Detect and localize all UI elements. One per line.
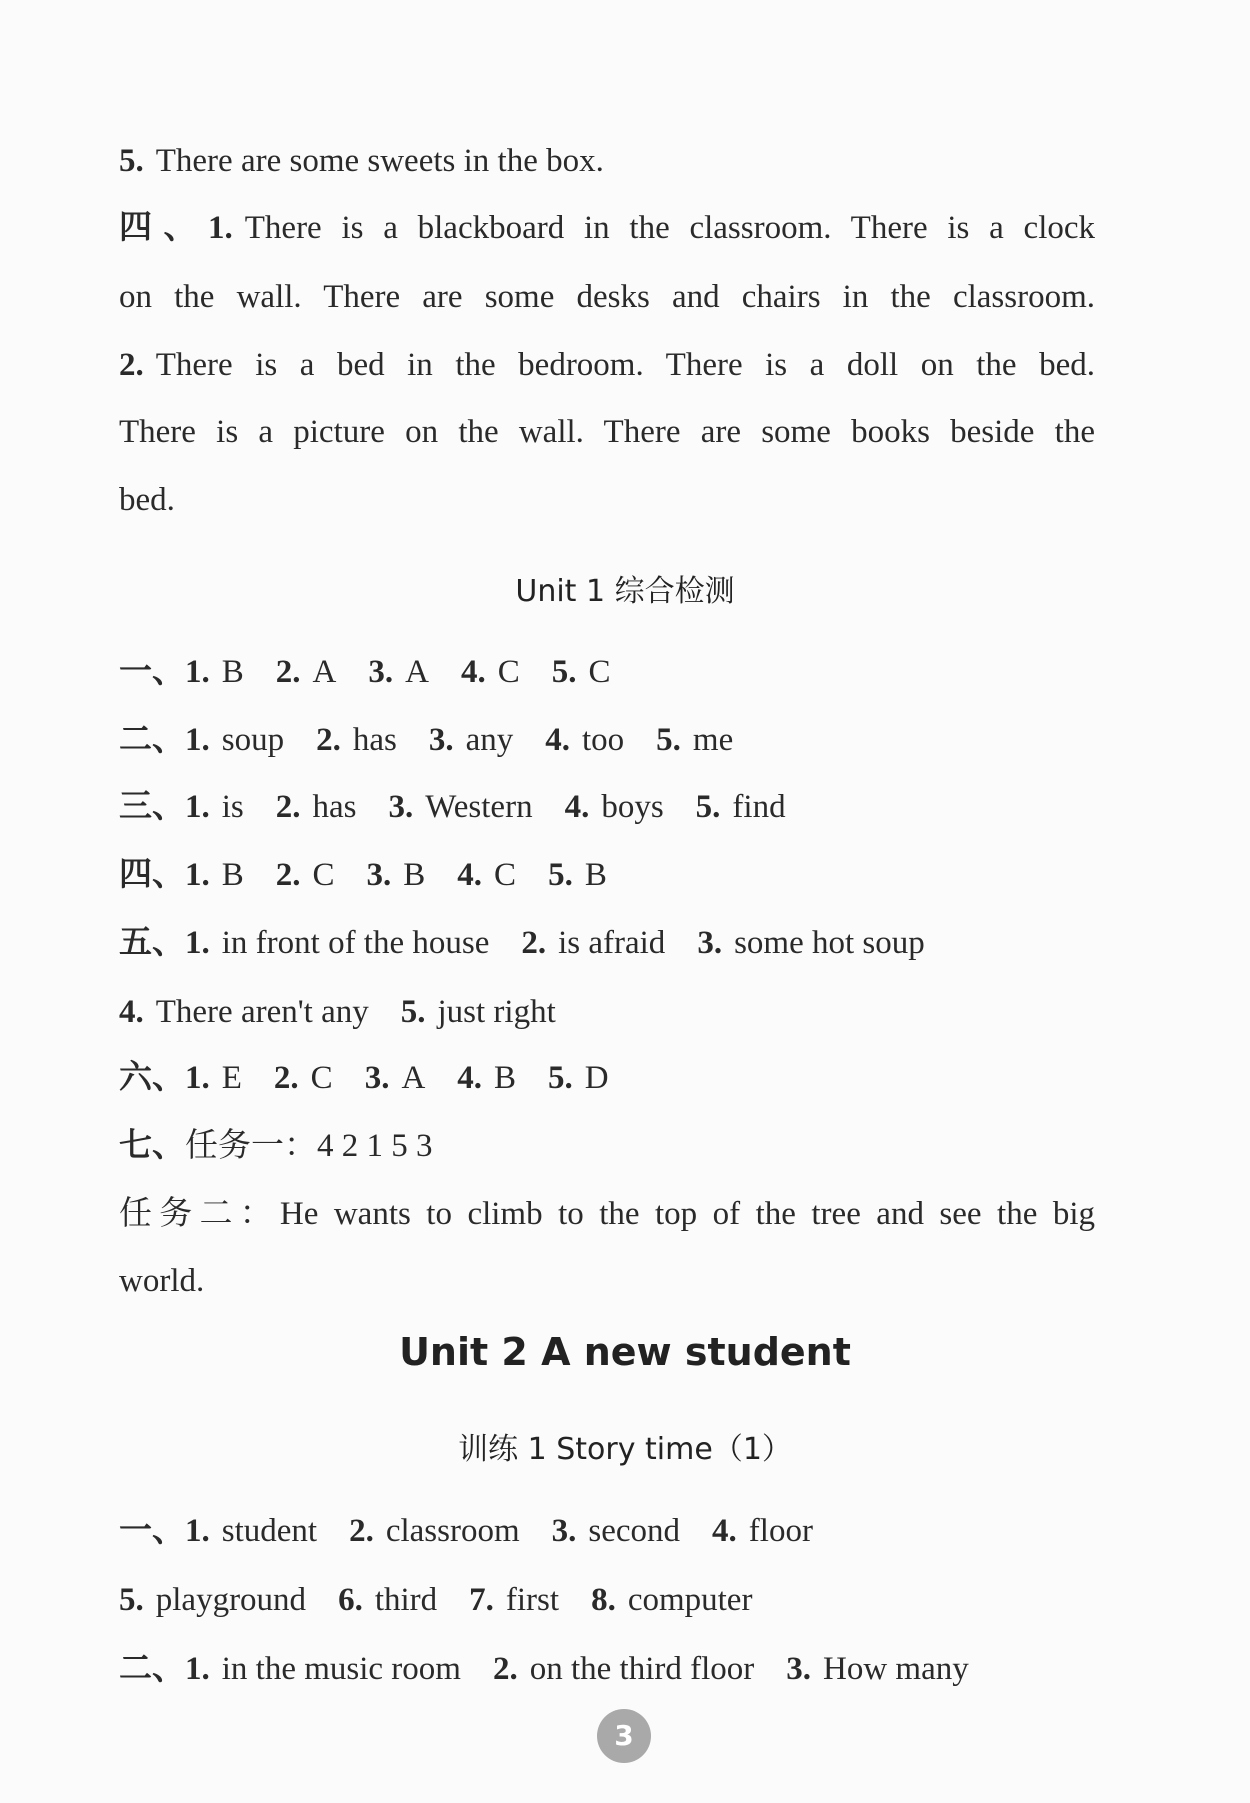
answer-text: There is a picture on the wall. There are some books beside the — [119, 414, 1095, 450]
item-number: 1. — [185, 789, 210, 825]
answer-text: bed. — [119, 482, 175, 518]
item-number: 2. — [521, 925, 547, 961]
answer-text: How many — [823, 1651, 969, 1687]
item-number: 1. — [185, 654, 210, 690]
answer-text: 任务二：He wants to climb to the top of the tree and see the big — [119, 1196, 1095, 1232]
answer-text: There aren't any — [155, 994, 369, 1030]
item-number: 1. — [185, 925, 210, 961]
item-number: 4. — [119, 994, 144, 1030]
unit2-heading: Unit 2 A new student — [399, 1330, 851, 1374]
answer-item — [276, 857, 335, 893]
answer-text: me — [692, 722, 734, 758]
item-number: 2. — [119, 347, 144, 383]
answer-item — [368, 654, 429, 690]
item-number: 3. — [366, 857, 392, 893]
answer-item — [185, 789, 244, 825]
answer-item — [461, 654, 520, 690]
answer-item — [552, 654, 611, 690]
item-number: 1. — [208, 210, 233, 246]
answer-line — [119, 412, 1127, 452]
answer-item — [493, 1651, 754, 1687]
item-number: 5. — [551, 654, 577, 690]
answer-item — [696, 789, 786, 825]
answer-item — [185, 1060, 242, 1096]
item-number: 3. — [368, 654, 394, 690]
answer-line — [119, 1649, 1001, 1689]
item-number: 5. — [548, 857, 573, 893]
item-number: 2. — [273, 1060, 299, 1096]
answer-text: B — [494, 1060, 517, 1096]
answer-text: in the music room — [221, 1651, 461, 1687]
answer-item — [208, 210, 1095, 246]
answer-text: world. — [119, 1263, 205, 1299]
item-number: 5. — [656, 722, 681, 758]
answer-text: C — [497, 654, 520, 690]
answer-item — [338, 1582, 437, 1618]
item-number: 1. — [185, 1513, 210, 1549]
item-number: 1. — [185, 1651, 210, 1687]
answer-item — [367, 857, 426, 893]
answer-item — [457, 857, 516, 893]
answer-text: C — [494, 857, 517, 893]
item-number: 5. — [695, 789, 721, 825]
answer-text: in front of the house — [221, 925, 490, 961]
answer-item — [185, 654, 244, 690]
item-number: 2. — [275, 789, 301, 825]
answer-item — [276, 654, 337, 690]
answer-line — [119, 1126, 465, 1166]
section-marker: 三、 — [119, 789, 185, 825]
answer-item — [552, 1513, 680, 1549]
answer-item — [389, 789, 533, 825]
item-number: 8. — [591, 1582, 616, 1618]
section-marker: 四、 — [119, 857, 185, 893]
answer-text: A — [312, 654, 337, 690]
answer-text: 任务一：4 2 1 5 3 — [185, 1128, 433, 1164]
item-number: 3. — [428, 722, 454, 758]
answer-line — [119, 787, 818, 827]
answer-text: find — [732, 789, 786, 825]
item-number: 4. — [545, 722, 570, 758]
item-number: 2. — [492, 1651, 518, 1687]
answer-item — [548, 857, 607, 893]
item-number: 5. — [400, 994, 426, 1030]
item-number: 4. — [457, 1060, 483, 1096]
answer-text: first — [505, 1582, 560, 1618]
answer-text: some hot soup — [734, 925, 925, 961]
answer-text: third — [374, 1582, 438, 1618]
answer-item — [185, 925, 489, 961]
answer-item — [119, 414, 1095, 450]
answer-text: just right — [437, 994, 556, 1030]
answer-text: soup — [221, 722, 285, 758]
answer-line — [119, 652, 642, 692]
item-number: 5. — [548, 1060, 573, 1096]
answer-text: has — [352, 722, 397, 758]
section-marker: 一、 — [119, 1513, 185, 1549]
answer-item — [712, 1513, 813, 1549]
item-number: 2. — [275, 654, 301, 690]
item-number: 3. — [551, 1513, 577, 1549]
answer-line — [119, 480, 207, 520]
answer-text: on the third floor — [529, 1651, 755, 1687]
answer-item — [119, 143, 604, 179]
answer-text: floor — [748, 1513, 813, 1549]
answer-item — [119, 1582, 306, 1618]
item-number: 3. — [697, 925, 723, 961]
answer-item — [469, 1582, 559, 1618]
answer-line — [119, 345, 1127, 385]
answer-line — [119, 277, 1127, 317]
answer-line — [119, 1194, 1127, 1234]
answer-text: B — [221, 654, 244, 690]
answer-item — [401, 994, 556, 1030]
answer-text: There is a blackboard in the classroom. There is a clock — [244, 210, 1096, 246]
answer-line — [119, 1261, 236, 1301]
answer-text: E — [221, 1060, 242, 1096]
answer-text: B — [221, 857, 244, 893]
answer-item — [457, 1060, 516, 1096]
section-marker: 二、 — [119, 722, 185, 758]
answer-text: student — [221, 1513, 318, 1549]
item-number: 5. — [119, 1582, 144, 1618]
answer-line — [119, 1058, 641, 1098]
answer-item — [119, 279, 1095, 315]
answer-text: is afraid — [558, 925, 666, 961]
item-number: 7. — [469, 1582, 494, 1618]
answer-text: too — [582, 722, 625, 758]
item-number: 6. — [338, 1582, 363, 1618]
answer-line — [119, 141, 636, 181]
answer-item — [119, 1263, 204, 1299]
answer-item — [119, 1196, 1095, 1232]
item-number: 5. — [119, 143, 144, 179]
answer-text: B — [403, 857, 426, 893]
answer-item — [119, 482, 175, 518]
answer-item — [185, 1651, 461, 1687]
item-number: 4. — [712, 1513, 737, 1549]
item-number: 1. — [185, 857, 210, 893]
section-marker: 二、 — [119, 1651, 185, 1687]
answer-text: is — [221, 789, 244, 825]
unit1-test-heading: Unit 1 综合检测 — [515, 574, 735, 609]
answer-line — [119, 923, 957, 963]
answer-item — [591, 1582, 752, 1618]
page-number: 3 — [597, 1709, 651, 1763]
answer-item — [185, 722, 284, 758]
section-marker: 一、 — [119, 654, 185, 690]
item-number: 4. — [457, 857, 483, 893]
answer-item — [274, 1060, 333, 1096]
answer-text: D — [584, 1060, 609, 1096]
item-number: 4. — [564, 789, 590, 825]
answer-line — [119, 720, 765, 760]
answer-text: C — [310, 1060, 333, 1096]
answer-text: There are some sweets in the box. — [155, 143, 604, 179]
item-number: 3. — [786, 1651, 812, 1687]
answer-text: Western — [425, 789, 533, 825]
section-marker: 五、 — [119, 925, 185, 961]
answer-text: has — [312, 789, 357, 825]
answer-text: A — [401, 1060, 426, 1096]
item-number: 2. — [275, 857, 301, 893]
answer-item — [786, 1651, 968, 1687]
section-marker: 七、 — [119, 1128, 185, 1164]
answer-text: There is a bed in the bedroom. There is a doll on the bed. — [155, 347, 1095, 383]
answer-text: C — [588, 654, 611, 690]
section-marker: 四、 — [119, 210, 209, 246]
answer-line — [119, 992, 588, 1032]
answer-item — [185, 1513, 317, 1549]
item-number: 3. — [364, 1060, 390, 1096]
item-number: 1. — [185, 1060, 210, 1096]
answer-item — [365, 1060, 426, 1096]
answer-text: classroom — [385, 1513, 520, 1549]
answer-text: on the wall. There are some desks and chairs in the classroom. — [119, 279, 1095, 315]
section-marker: 六、 — [119, 1060, 185, 1096]
answer-item — [185, 1128, 433, 1164]
answer-item — [521, 925, 665, 961]
answer-line — [119, 855, 639, 895]
answer-item — [429, 722, 513, 758]
answer-item — [548, 1060, 609, 1096]
answer-item — [316, 722, 397, 758]
answer-item — [119, 347, 1095, 383]
answer-text: computer — [627, 1582, 753, 1618]
answer-item — [545, 722, 624, 758]
answer-text: second — [588, 1513, 681, 1549]
item-number: 4. — [460, 654, 486, 690]
answer-item — [349, 1513, 520, 1549]
answer-text: playground — [155, 1582, 307, 1618]
item-number: 3. — [388, 789, 414, 825]
answer-item — [697, 925, 924, 961]
answer-text: C — [312, 857, 335, 893]
answer-item — [119, 994, 369, 1030]
answer-item — [276, 789, 357, 825]
lesson-heading: 训练 1 Story time（1） — [458, 1432, 792, 1467]
answer-text: boys — [601, 789, 664, 825]
item-number: 2. — [349, 1513, 374, 1549]
answer-text: A — [405, 654, 429, 690]
item-number: 1. — [185, 722, 210, 758]
answer-item — [185, 857, 244, 893]
answer-line — [119, 1511, 845, 1551]
answer-text: any — [465, 722, 514, 758]
answer-line — [119, 208, 1127, 248]
item-number: 2. — [316, 722, 341, 758]
answer-item — [565, 789, 664, 825]
answer-text: B — [584, 857, 607, 893]
answer-item — [656, 722, 733, 758]
answer-line — [119, 1580, 784, 1620]
